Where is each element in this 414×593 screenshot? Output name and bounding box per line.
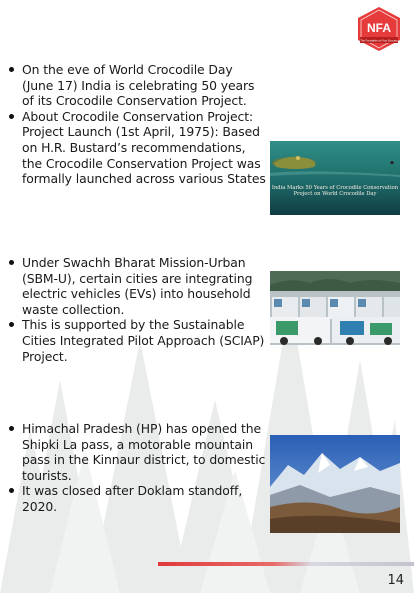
bullet-list	[8, 62, 266, 187]
electric-vehicles-image	[270, 271, 400, 345]
list-item: About Crocodile Conservation Project: Project Launch (1st April, 1975): Based on H.R. Bustard’s recommendations, the Crocodile Conservation Project was formally launched across various States	[8, 109, 266, 187]
footer-divider	[158, 562, 414, 566]
nfa-logo	[354, 6, 404, 52]
list-item: Himachal Pradesh (HP) has opened the Shipki La pass, a motorable mountain pass in the Kinnaur district, to domestic tourists.	[8, 421, 266, 483]
list-item: This is supported by the Sustainable Cities Integrated Pilot Approach (SCIAP) Project.	[8, 317, 266, 364]
list-item: It was closed after Doklam standoff, 2020.	[8, 483, 266, 514]
crocodile-image	[270, 141, 400, 215]
list-item: Under Swachh Bharat Mission-Urban (SBM-U), certain cities are integrating electric vehicles (EVs) into household waste collection.	[8, 255, 266, 317]
mountain-pass-image	[270, 435, 400, 533]
shipki-la-section	[8, 421, 266, 515]
logo-text: NFA	[367, 21, 391, 35]
bullet-list	[8, 421, 266, 515]
crocodile-section	[8, 62, 266, 187]
image-caption: India Marks 50 Years of Crocodile Conservation Project on World Crocodile Day	[271, 185, 399, 197]
bullet-list	[8, 255, 266, 364]
page-number: 14	[387, 573, 404, 588]
list-item: On the eve of World Crocodile Day (June 17) India is celebrating 50 years of its Crocodile Conservation Project.	[8, 62, 266, 109]
logo-tagline: The Foundation of Your Success	[360, 39, 398, 43]
ev-waste-collection-section	[8, 255, 266, 364]
